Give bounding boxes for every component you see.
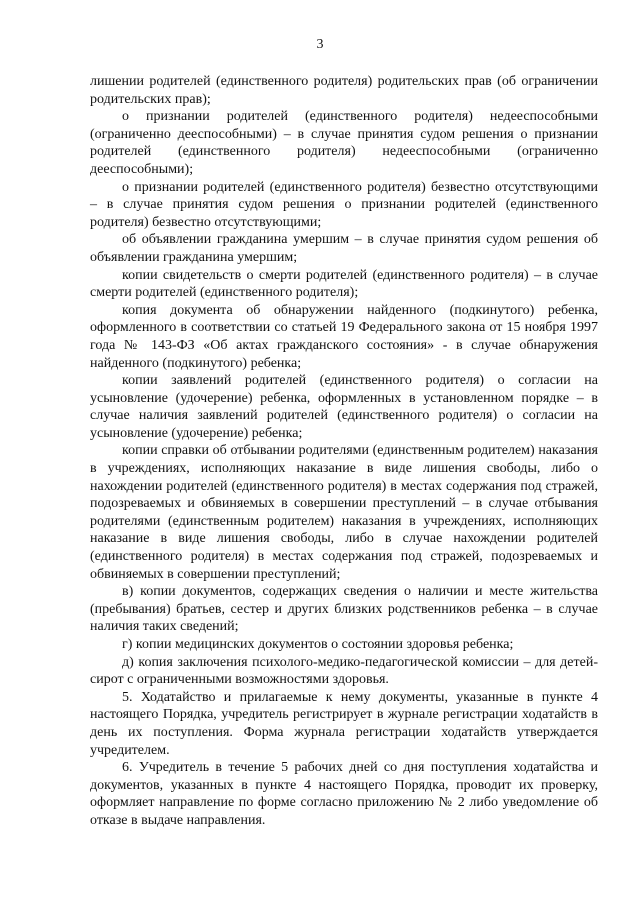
paragraph-2: о признании родителей (единственного родителя) недееспособными (ограниченно дееспособными) – в случае принятия судом решения о признании родителей (единственного родителя) недееспособными (ограниченно дееспособными); <box>90 109 598 177</box>
paragraph-13: 6. Учредитель в течение 5 рабочих дней со дня поступления ходатайства и документов, указанных в пункте 4 настоящего Порядка, проводит их проверку, оформляет направление по форме согласно приложению № 2 либо уведомление об отказе в выдаче направления. <box>90 760 598 828</box>
paragraph-5: копии свидетельств о смерти родителей (единственного родителя) – в случае смерти родителей (единственного родителя); <box>90 267 598 301</box>
paragraph-3: о признании родителей (единственного родителя) безвестно отсутствующими – в случае принятия судом решения о признании родителей (единственного родителя) безвестно отсутствующими; <box>90 179 598 230</box>
paragraph-12: 5. Ходатайство и прилагаемые к нему документы, указанные в пункте 4 настоящего Порядка, учредитель регистрирует в журнале регистрации ходатайств в день их поступления. Форма журнала регистрации ходатайств утверждается учредителем. <box>90 689 598 758</box>
document-body <box>90 73 598 830</box>
paragraph-6: копия документа об обнаружении найденного (подкинутого) ребенка, оформленного в соответствии со статьей 19 Федерального закона от 15 ноября 1997 года № 143-ФЗ «Об актах гражданского состояния» - в случае обнаружения найденного (подкинутого) ребенка; <box>90 302 598 371</box>
paragraph-9: в) копии документов, содержащих сведения о наличии и месте жительства (пребывания) братьев, сестер и других близких родственников ребенка – в случае наличия таких сведений; <box>90 584 598 635</box>
paragraph-10: г) копии медицинских документов о состоянии здоровья ребенка; <box>122 637 514 652</box>
paragraph-11: д) копия заключения психолого-медико-педагогической комиссии – для детей-сирот с ограниченными возможностями здоровья. <box>90 654 598 688</box>
page-number: 3 <box>316 37 324 52</box>
paragraph-4: об объявлении гражданина умершим – в случае принятия судом решения об объявлении гражданина умершим; <box>90 232 598 265</box>
paragraph-8: копии справки об отбывании родителями (единственным родителем) наказания в учреждениях, исполняющих наказание в виде лишения свободы, либо о нахождении родителей (единственного родителя) в местах содержания под стражей, подозреваемых и обвиняемых в совершении преступлений – в случае отбывания родителями (единственным родителем) наказания в учреждениях, исполняющих наказание в виде лишения свободы, либо в случае нахождении родителей (единственного родителя) в местах содержания под стражей, подозреваемых и обвиняемых в совершении преступлений; <box>90 443 598 582</box>
paragraph-1: лишении родителей (единственного родителя) родительских прав (об ограничении родительских прав); <box>90 74 598 107</box>
paragraph-7: копии заявлений родителей (единственного родителя) о согласии на усыновление (удочерение) ребенка, оформленных в установленном порядке – в случае наличия заявлений родителей (единственного родителя) о согласии на усыновление (удочерение) ребенка; <box>90 373 598 441</box>
